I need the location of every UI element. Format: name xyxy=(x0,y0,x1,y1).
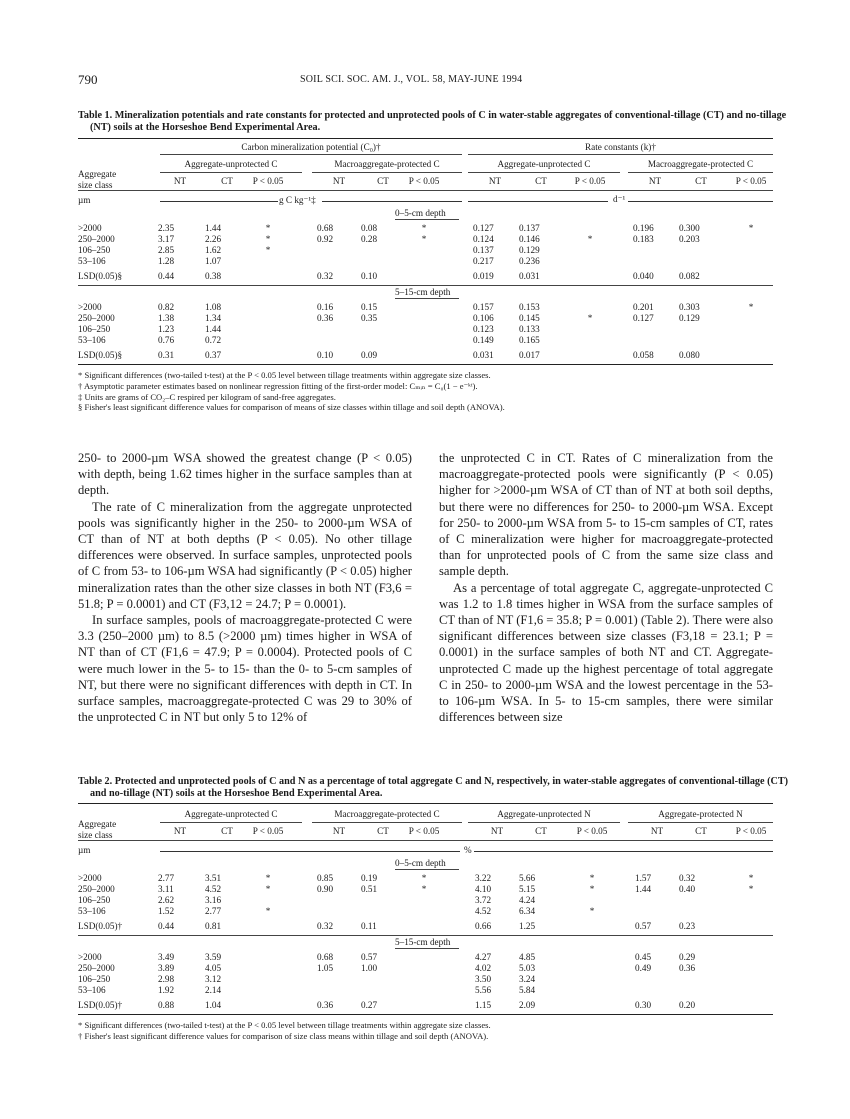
table-cell: 0.129 xyxy=(519,245,540,255)
table-cell: 0.145 xyxy=(519,313,540,323)
table-cell: 0.040 xyxy=(633,271,654,281)
table-cell: * xyxy=(587,234,593,244)
paragraph: In surface samples, pools of macroaggregate-protected C were 3.3 (250–2000 µm) to 8.5 (>2000 µm) times higher in WSA of NT than of CT (F1,6 = 47.9; P = 0.0004). Protected pools of C were much lower in the 5- to 15- than the 0- to 5-cm samples of NT, but there were no significant differences with depth in CT. In surface samples, macroaggregate-protected C was 29 to 30% of the unprotected C in NT but only 5 to 12% of xyxy=(78,613,412,725)
table-cell: 0.23 xyxy=(679,921,696,931)
table-cell: 2.09 xyxy=(519,1000,536,1010)
table-cell: 0.29 xyxy=(679,952,696,962)
table-cell: 0.137 xyxy=(473,245,494,255)
table-cell: * xyxy=(265,884,271,894)
table-cell: 0.90 xyxy=(317,884,334,894)
subgroup-header-rule xyxy=(628,822,773,823)
table-bottom-rule xyxy=(78,364,773,365)
body-left-column xyxy=(78,450,412,725)
subgroup-header: Aggregate-unprotected N xyxy=(497,809,591,819)
size-class-label: >2000 xyxy=(78,952,102,962)
column-header-rule xyxy=(78,190,773,191)
depth-header: 5–15-cm depth xyxy=(395,937,451,947)
table-cell: 0.031 xyxy=(473,350,494,360)
table-cell: 1.57 xyxy=(635,873,652,883)
footnote: † Fisher's least significant difference values for comparison of size class means within tillage and soil depth (ANOVA). xyxy=(78,1030,489,1041)
table-cell: 0.66 xyxy=(475,921,492,931)
table-cell: 5.56 xyxy=(475,985,492,995)
table-cell: 1.92 xyxy=(158,985,175,995)
table-cell: * xyxy=(421,234,427,244)
body-right-column xyxy=(439,450,773,725)
units-line xyxy=(474,851,773,852)
group-header-rule xyxy=(468,154,773,155)
table-cell: 0.28 xyxy=(361,234,378,244)
table-cell: 0.203 xyxy=(679,234,700,244)
column-header: P < 0.05 xyxy=(252,826,284,836)
table-cell: 0.165 xyxy=(519,335,540,345)
table-cell: 0.129 xyxy=(679,313,700,323)
table-cell: 0.201 xyxy=(633,302,654,312)
table-cell: * xyxy=(748,884,754,894)
table-cell: 0.38 xyxy=(205,271,222,281)
table-cell: 0.300 xyxy=(679,223,700,233)
table-cell: 0.36 xyxy=(317,1000,334,1010)
column-header: NT xyxy=(332,176,346,186)
table-cell: 0.08 xyxy=(361,223,378,233)
table-cell: 0.183 xyxy=(633,234,654,244)
column-header: NT xyxy=(650,826,664,836)
table-cell: 3.22 xyxy=(475,873,492,883)
table-cell: 3.16 xyxy=(205,895,222,905)
table-cell: * xyxy=(265,873,271,883)
table-cell: 0.51 xyxy=(361,884,378,894)
table-cell: * xyxy=(265,906,271,916)
table2-caption: Table 2. Protected and unprotected pools of C and N as a percentage of total aggregate C and N, respectively, in water-stable aggregates of conventional-tillage (CT) and no-tillage (NT) soils at the Horseshoe Bend Experimental Area. xyxy=(78,776,789,799)
table-cell: 1.08 xyxy=(205,302,222,312)
depth-underline xyxy=(395,298,459,299)
size-class-label: 106–250 xyxy=(78,324,111,334)
table-cell: 0.35 xyxy=(361,313,378,323)
table-cell: 4.85 xyxy=(519,952,536,962)
table-cell: 3.49 xyxy=(158,952,175,962)
table-cell: 2.14 xyxy=(205,985,222,995)
table-cell: 2.77 xyxy=(158,873,175,883)
table-cell: 4.27 xyxy=(475,952,492,962)
subgroup-header-rule xyxy=(468,822,620,823)
table-cell: 0.20 xyxy=(679,1000,696,1010)
table-cell: * xyxy=(421,873,427,883)
footnote: § Fisher's least significant difference values for comparison of means of size classes within tillage and soil depth (ANOVA). xyxy=(78,402,505,413)
table-cell: 1.00 xyxy=(361,963,378,973)
table-cell: 0.44 xyxy=(158,271,175,281)
table-cell: 2.26 xyxy=(205,234,222,244)
footnote: † Asymptotic parameter estimates based on nonlinear regression fitting of the first-order model: Cₘᵢₙ = C₀(1 − e⁻ᵏᵗ). xyxy=(78,380,478,391)
depth-underline xyxy=(395,219,459,220)
subgroup-header-rule xyxy=(160,172,302,173)
subgroup-header: Aggregate-unprotected C xyxy=(184,159,278,169)
subgroup-header-rule xyxy=(160,822,302,823)
subgroup-header: Aggregate-unprotected C xyxy=(184,809,278,819)
table-cell: * xyxy=(421,884,427,894)
table-cell: * xyxy=(748,302,754,312)
table-cell: 1.04 xyxy=(205,1000,222,1010)
units-label: g C kg⁻¹‡ xyxy=(279,195,316,205)
table-cell: 0.72 xyxy=(205,335,222,345)
table-cell: 0.31 xyxy=(158,350,175,360)
table-cell: * xyxy=(421,223,427,233)
table-cell: 1.52 xyxy=(158,906,175,916)
section-rule xyxy=(78,935,773,936)
table-cell: 0.196 xyxy=(633,223,654,233)
column-header: CT xyxy=(221,826,233,836)
table-cell: 0.058 xyxy=(633,350,654,360)
table-cell: 0.36 xyxy=(317,313,334,323)
table-cell: 0.10 xyxy=(361,271,378,281)
table-cell: 0.40 xyxy=(679,884,696,894)
size-class-label: 106–250 xyxy=(78,245,111,255)
stub-header: size class xyxy=(78,830,113,840)
table-cell: 0.017 xyxy=(519,350,540,360)
table-cell: 0.81 xyxy=(205,921,222,931)
column-header: NT xyxy=(648,176,662,186)
table-cell: * xyxy=(265,234,271,244)
column-header: P < 0.05 xyxy=(252,176,284,186)
table-cell: 3.11 xyxy=(158,884,174,894)
depth-header: 5–15-cm depth xyxy=(395,287,451,297)
stub-header: Aggregate xyxy=(78,169,117,179)
column-header: CT xyxy=(221,176,233,186)
units-line xyxy=(468,201,608,202)
column-header-rule xyxy=(78,840,773,841)
column-header: P < 0.05 xyxy=(408,176,440,186)
table-cell: 0.106 xyxy=(473,313,494,323)
table-cell: 0.082 xyxy=(679,271,700,281)
column-header: CT xyxy=(535,826,547,836)
table-cell: 4.24 xyxy=(519,895,536,905)
table-cell: * xyxy=(589,873,595,883)
table-cell: 0.127 xyxy=(633,313,654,323)
group-header: Rate constants (k)† xyxy=(585,142,656,152)
table-cell: 4.10 xyxy=(475,884,492,894)
group-header-rule xyxy=(160,154,462,155)
table-cell: 0.30 xyxy=(635,1000,652,1010)
table-cell: 0.080 xyxy=(679,350,700,360)
depth-header: 0–5-cm depth xyxy=(395,208,446,218)
table-cell: 0.123 xyxy=(473,324,494,334)
table1-top-rule xyxy=(78,138,773,139)
table-cell: 2.62 xyxy=(158,895,175,905)
table-cell: 4.05 xyxy=(205,963,222,973)
table-cell: 0.82 xyxy=(158,302,175,312)
table-cell: 2.35 xyxy=(158,223,175,233)
page-number: 790 xyxy=(78,72,98,87)
table-cell: 1.44 xyxy=(205,223,222,233)
paragraph: The rate of C mineralization from the aggregate unprotected pools was significantly higher in the 250- to 2000-µm WSA of CT than of NT at both depths (P < 0.05). No other tillage differences were observed. In surface samples, unprotected pools of C from 53- to 106-µm WSA had significantly (P < 0.05) higher mineralization rates than the other size classes in both NT (F3,6 = 51.8; P = 0.0001) and CT (F3,12 = 24.7; P = 0.0001). xyxy=(78,499,412,611)
subgroup-header: Aggregate-unprotected C xyxy=(497,159,591,169)
table-cell: 0.153 xyxy=(519,302,540,312)
table-cell: * xyxy=(265,223,271,233)
table-cell: 0.57 xyxy=(635,921,652,931)
size-class-label: >2000 xyxy=(78,302,102,312)
table-cell: 0.85 xyxy=(317,873,334,883)
depth-underline xyxy=(395,948,459,949)
table-cell: 3.72 xyxy=(475,895,492,905)
size-class-label: 53–106 xyxy=(78,335,106,345)
table-cell: 0.236 xyxy=(519,256,540,266)
lsd-row-label: LSD(0.05)† xyxy=(78,921,123,931)
depth-underline xyxy=(395,869,459,870)
units-line xyxy=(322,201,462,202)
column-header: NT xyxy=(490,826,504,836)
table-cell: 0.149 xyxy=(473,335,494,345)
lsd-row-label: LSD(0.05)† xyxy=(78,1000,123,1010)
footnote: * Significant differences (two-tailed t-test) at the P < 0.05 level between tillage treatments within aggregate size classes. xyxy=(78,1020,491,1030)
units-label: d⁻¹ xyxy=(613,194,626,204)
units-line xyxy=(628,201,773,202)
table-cell: * xyxy=(748,223,754,233)
subgroup-header: Macroaggregate-protected C xyxy=(334,159,440,169)
group-header: Carbon mineralization potential (C₀)† xyxy=(241,142,381,152)
column-header: NT xyxy=(173,176,187,186)
table-cell: 1.62 xyxy=(205,245,222,255)
stub-header: Aggregate xyxy=(78,819,117,829)
column-header: CT xyxy=(695,826,707,836)
column-header: CT xyxy=(377,826,389,836)
table-cell: 0.32 xyxy=(679,873,696,883)
column-header: P < 0.05 xyxy=(574,176,606,186)
size-class-label: >2000 xyxy=(78,223,102,233)
table-cell: 0.76 xyxy=(158,335,175,345)
table-cell: 3.17 xyxy=(158,234,175,244)
subgroup-header-rule xyxy=(312,172,462,173)
table-cell: 3.24 xyxy=(519,974,536,984)
table-cell: 1.15 xyxy=(475,1000,492,1010)
table-cell: 3.59 xyxy=(205,952,222,962)
table-cell: 1.25 xyxy=(519,921,536,931)
paragraph: As a percentage of total aggregate C, aggregate-unprotected C was 1.2 to 1.8 times higher in WSA from the surface samples of CT than of NT (F1,6 = 35.8; P = 0.001) (Table 2). There were also significant differences between size classes (F3,18 = 23.1; P = 0.0001) in the surface samples of both NT and CT. Aggregate-unprotected C made up the highest percentage of total aggregate C in 250- to 2000-µm WSA and the lowest percentage in the 53- to 106-µm WSA. In 5- to 15-cm samples, there were similar differences between size xyxy=(439,580,773,725)
table-cell: * xyxy=(748,873,754,883)
table-cell: 5.66 xyxy=(519,873,536,883)
column-header: P < 0.05 xyxy=(408,826,440,836)
lsd-row-label: LSD(0.05)§ xyxy=(78,271,123,281)
table-cell: 1.28 xyxy=(158,256,175,266)
table-cell: 0.133 xyxy=(519,324,540,334)
table-cell: 4.02 xyxy=(475,963,492,973)
units-stub: µm xyxy=(78,195,91,205)
size-class-label: 250–2000 xyxy=(78,234,115,244)
table-cell: 4.52 xyxy=(475,906,492,916)
subgroup-header-rule xyxy=(628,172,773,173)
table-cell: 3.50 xyxy=(475,974,492,984)
column-header: P < 0.05 xyxy=(735,826,767,836)
table-cell: 5.15 xyxy=(519,884,536,894)
column-header: P < 0.05 xyxy=(735,176,767,186)
table-cell: * xyxy=(587,313,593,323)
table-cell: 0.45 xyxy=(635,952,652,962)
table-cell: 4.52 xyxy=(205,884,222,894)
table-cell: 0.32 xyxy=(317,921,334,931)
column-header: CT xyxy=(695,176,707,186)
stub-header: size class xyxy=(78,180,113,190)
column-header: CT xyxy=(535,176,547,186)
size-class-label: 106–250 xyxy=(78,895,111,905)
depth-header: 0–5-cm depth xyxy=(395,858,446,868)
table-cell: 0.92 xyxy=(317,234,334,244)
table-cell: 3.51 xyxy=(205,873,222,883)
table-cell: 0.157 xyxy=(473,302,494,312)
table-cell: 1.05 xyxy=(317,963,334,973)
table1-caption: Table 1. Mineralization potentials and rate constants for protected and unprotected pools of C in water-stable aggregates of conventional-tillage (CT) and no-tillage (NT) soils at the Horseshoe Bend Experimental Area. xyxy=(78,110,787,133)
running-head: SOIL SCI. SOC. AM. J., VOL. 58, MAY-JUNE 1994 xyxy=(300,74,523,85)
table-cell: 2.85 xyxy=(158,245,175,255)
table-cell: 2.98 xyxy=(158,974,175,984)
column-header: NT xyxy=(173,826,187,836)
table-cell: 1.44 xyxy=(635,884,652,894)
table-cell: 5.03 xyxy=(519,963,536,973)
table-cell: 1.23 xyxy=(158,324,175,334)
footnote: ‡ Units are grams of CO₂–C respired per kilogram of sand-free aggregates. xyxy=(78,391,336,402)
column-header: P < 0.05 xyxy=(576,826,608,836)
subgroup-header: Macroaggregate-protected C xyxy=(334,809,440,819)
table-cell: * xyxy=(589,906,595,916)
table-cell: 0.10 xyxy=(317,350,334,360)
table-cell: 0.68 xyxy=(317,223,334,233)
table-cell: 3.12 xyxy=(205,974,222,984)
table-cell: 0.49 xyxy=(635,963,652,973)
table-cell: 0.44 xyxy=(158,921,175,931)
table-cell: 0.019 xyxy=(473,271,494,281)
table-cell: 3.89 xyxy=(158,963,175,973)
table-cell: * xyxy=(265,245,271,255)
table-cell: 0.57 xyxy=(361,952,378,962)
table-cell: 0.146 xyxy=(519,234,540,244)
table-cell: 0.36 xyxy=(679,963,696,973)
section-rule xyxy=(78,285,773,286)
size-class-label: 250–2000 xyxy=(78,884,115,894)
table-bottom-rule xyxy=(78,1014,773,1015)
size-class-label: 53–106 xyxy=(78,906,106,916)
table-cell: 1.44 xyxy=(205,324,222,334)
table-cell: 0.217 xyxy=(473,256,494,266)
table-cell: 6.34 xyxy=(519,906,536,916)
table-cell: 0.127 xyxy=(473,223,494,233)
table-cell: 1.07 xyxy=(205,256,222,266)
table-cell: 0.37 xyxy=(205,350,222,360)
units-line xyxy=(160,201,278,202)
size-class-label: 106–250 xyxy=(78,974,111,984)
units-stub: µm xyxy=(78,845,91,855)
units-label: % xyxy=(464,845,472,855)
size-class-label: >2000 xyxy=(78,873,102,883)
subgroup-header-rule xyxy=(312,822,462,823)
size-class-label: 250–2000 xyxy=(78,313,115,323)
footnote: * Significant differences (two-tailed t-test) at the P < 0.05 level between tillage treatments within aggregate size classes. xyxy=(78,370,491,380)
table-cell: 0.19 xyxy=(361,873,378,883)
table2-top-rule xyxy=(78,803,773,804)
column-header: NT xyxy=(488,176,502,186)
column-header: CT xyxy=(377,176,389,186)
table-cell: 0.15 xyxy=(361,302,378,312)
table-cell: 0.303 xyxy=(679,302,700,312)
size-class-label: 53–106 xyxy=(78,985,106,995)
subgroup-header: Macroaggregate-protected C xyxy=(647,159,754,169)
table-cell: 5.84 xyxy=(519,985,536,995)
table-cell: 0.68 xyxy=(317,952,334,962)
table-cell: 1.34 xyxy=(205,313,222,323)
subgroup-header-rule xyxy=(468,172,620,173)
table-cell: 0.88 xyxy=(158,1000,175,1010)
table-cell: * xyxy=(589,884,595,894)
paragraph: 250- to 2000-µm WSA showed the greatest change (P < 0.05) with depth, being 1.62 times higher in the surface samples than at depth. xyxy=(78,451,412,498)
table-cell: 1.38 xyxy=(158,313,175,323)
size-class-label: 250–2000 xyxy=(78,963,115,973)
lsd-row-label: LSD(0.05)§ xyxy=(78,350,123,360)
table-cell: 0.124 xyxy=(473,234,494,244)
table-cell: 0.16 xyxy=(317,302,334,312)
table-cell: 0.32 xyxy=(317,271,334,281)
units-line xyxy=(160,851,460,852)
table-cell: 0.137 xyxy=(519,223,540,233)
table-cell: 0.27 xyxy=(361,1000,378,1010)
table-cell: 0.031 xyxy=(519,271,540,281)
size-class-label: 53–106 xyxy=(78,256,106,266)
subgroup-header: Aggregate-protected N xyxy=(658,809,743,819)
table-cell: 2.77 xyxy=(205,906,222,916)
column-header: NT xyxy=(332,826,346,836)
paragraph: the unprotected C in CT. Rates of C mineralization from the macroaggregate-protected pools were significantly (P < 0.05) higher for >2000-µm WSA of CT than of NT at both soil depths, but there were no differences for 250- to 2000-µm WSA. Except for 250- to 2000-µm WSA from 5- to 15-cm samples of CT, rates of C mineralization were higher for macroaggregate-protected than for unprotected pools of C from the same size class and sample depth. xyxy=(439,451,773,579)
table-cell: 0.09 xyxy=(361,350,378,360)
table-cell: 0.11 xyxy=(361,921,377,931)
